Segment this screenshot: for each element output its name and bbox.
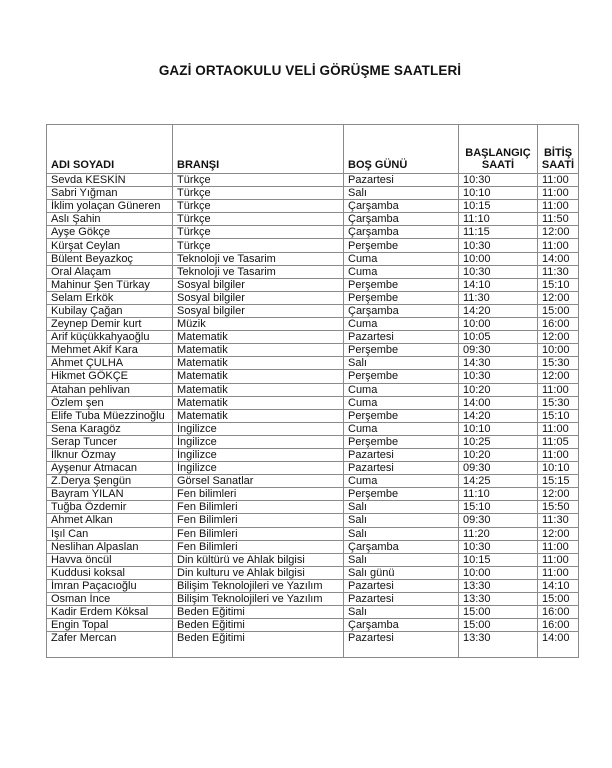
table-row <box>47 252 579 265</box>
cell-end-time: 15:10 <box>538 409 579 422</box>
cell-end-time: 11:00 <box>538 553 579 566</box>
cell-start-time: 11:15 <box>459 226 538 239</box>
table-row <box>47 448 579 461</box>
cell-start-time: 10:30 <box>459 174 538 187</box>
cell-name: Işıl Can <box>47 527 173 540</box>
cell-end-time: 15:50 <box>538 501 579 514</box>
cell-end-time: 10:00 <box>538 344 579 357</box>
cell-end-time: 15:10 <box>538 278 579 291</box>
cell-name: Sena Karagöz <box>47 422 173 435</box>
table-row <box>47 566 579 579</box>
header-branch: BRANŞI <box>173 125 344 174</box>
cell-branch: Türkçe <box>173 187 344 200</box>
cell-end-time: 14:00 <box>538 252 579 265</box>
cell-day: Perşembe <box>344 488 459 501</box>
cell-start-time: 10:30 <box>459 239 538 252</box>
cell-branch: Türkçe <box>173 226 344 239</box>
cell-start-time: 10:00 <box>459 566 538 579</box>
cell-name: Aslı Şahin <box>47 213 173 226</box>
cell-branch: Din kulturu ve Ahlak bilgisi <box>173 566 344 579</box>
cell-branch: Fen bilimleri <box>173 488 344 501</box>
cell-branch: Matematik <box>173 396 344 409</box>
cell-branch: Matematik <box>173 370 344 383</box>
cell-name: Neslihan Alpaslan <box>47 540 173 553</box>
cell-start-time: 10:05 <box>459 331 538 344</box>
cell-end-time: 11:00 <box>538 448 579 461</box>
cell-branch: Teknoloji ve Tasarim <box>173 252 344 265</box>
table-body <box>47 174 579 658</box>
cell-branch: Beden Eğitimi <box>173 619 344 632</box>
cell-branch: İngilizce <box>173 435 344 448</box>
cell-end-time: 11:00 <box>538 566 579 579</box>
cell-start-time: 14:20 <box>459 304 538 317</box>
cell-day: Çarşamba <box>344 304 459 317</box>
table-row <box>47 239 579 252</box>
cell-end-time: 11:50 <box>538 213 579 226</box>
cell-end-time: 14:00 <box>538 632 579 658</box>
cell-day: Salı <box>344 553 459 566</box>
cell-branch: Türkçe <box>173 174 344 187</box>
cell-branch: Sosyal bilgiler <box>173 304 344 317</box>
cell-day: Çarşamba <box>344 619 459 632</box>
cell-day: Salı <box>344 606 459 619</box>
table-row <box>47 357 579 370</box>
cell-branch: Fen Bilimleri <box>173 527 344 540</box>
cell-branch: Görsel Sanatlar <box>173 475 344 488</box>
table-row <box>47 383 579 396</box>
cell-day: Pazartesi <box>344 579 459 592</box>
header-end-time <box>538 125 579 174</box>
table-row <box>47 213 579 226</box>
table-row <box>47 475 579 488</box>
cell-end-time: 11:00 <box>538 200 579 213</box>
cell-start-time: 09:30 <box>459 514 538 527</box>
cell-day: Perşembe <box>344 278 459 291</box>
cell-branch: İngilizce <box>173 422 344 435</box>
cell-end-time: 11:00 <box>538 422 579 435</box>
cell-branch: İngilizce <box>173 448 344 461</box>
cell-end-time: 11:00 <box>538 239 579 252</box>
cell-start-time: 11:10 <box>459 213 538 226</box>
cell-day: Çarşamba <box>344 226 459 239</box>
cell-name: Sabri Yığman <box>47 187 173 200</box>
table-row <box>47 553 579 566</box>
cell-name: Ahmet Alkan <box>47 514 173 527</box>
cell-start-time: 11:10 <box>459 488 538 501</box>
cell-start-time: 13:30 <box>459 579 538 592</box>
cell-start-time: 10:10 <box>459 422 538 435</box>
cell-day: Pazartesi <box>344 448 459 461</box>
cell-branch: Türkçe <box>173 213 344 226</box>
cell-end-time: 11:00 <box>538 383 579 396</box>
cell-start-time: 10:00 <box>459 318 538 331</box>
cell-start-time: 14:30 <box>459 357 538 370</box>
cell-start-time: 15:00 <box>459 606 538 619</box>
cell-name: Kürşat Ceylan <box>47 239 173 252</box>
cell-name: Kuddusi koksal <box>47 566 173 579</box>
cell-name: Atahan pehlivan <box>47 383 173 396</box>
cell-name: Kubilay Çağan <box>47 304 173 317</box>
cell-day: Perşembe <box>344 370 459 383</box>
table-row <box>47 396 579 409</box>
cell-name: İmran Paçacıoğlu <box>47 579 173 592</box>
cell-start-time: 15:00 <box>459 619 538 632</box>
cell-branch: Matematik <box>173 331 344 344</box>
cell-name: Oral Alaçam <box>47 265 173 278</box>
table-row <box>47 409 579 422</box>
table-row <box>47 187 579 200</box>
cell-start-time: 09:30 <box>459 462 538 475</box>
table-row <box>47 291 579 304</box>
cell-branch: Fen Bilimleri <box>173 540 344 553</box>
header-name: ADI SOYADI <box>47 125 173 174</box>
cell-name: Serap Tuncer <box>47 435 173 448</box>
table-row <box>47 619 579 632</box>
table-row <box>47 331 579 344</box>
cell-name: Arif küçükkahyaoğlu <box>47 331 173 344</box>
cell-end-time: 11:30 <box>538 265 579 278</box>
cell-start-time: 09:30 <box>459 344 538 357</box>
cell-name: Bülent Beyazkoç <box>47 252 173 265</box>
cell-name: Mehmet Akif Kara <box>47 344 173 357</box>
table-row <box>47 527 579 540</box>
cell-day: Perşembe <box>344 239 459 252</box>
cell-day: Perşembe <box>344 291 459 304</box>
cell-name: Hikmet GÖKÇE <box>47 370 173 383</box>
table-row <box>47 370 579 383</box>
cell-day: Salı günü <box>344 566 459 579</box>
cell-name: İklim yolaçan Güneren <box>47 200 173 213</box>
table-row <box>47 344 579 357</box>
cell-branch: Beden Eğitimi <box>173 632 344 658</box>
table-row <box>47 265 579 278</box>
cell-end-time: 12:00 <box>538 226 579 239</box>
cell-start-time: 14:20 <box>459 409 538 422</box>
cell-day: Cuma <box>344 396 459 409</box>
cell-day: Çarşamba <box>344 540 459 553</box>
page-title: GAZİ ORTAOKULU VELİ GÖRÜŞME SAATLERİ <box>158 63 462 78</box>
cell-end-time: 15:15 <box>538 475 579 488</box>
cell-day: Salı <box>344 501 459 514</box>
cell-start-time: 10:15 <box>459 553 538 566</box>
table-row <box>47 422 579 435</box>
cell-day: Cuma <box>344 265 459 278</box>
header-start-time <box>459 125 538 174</box>
cell-end-time: 14:10 <box>538 579 579 592</box>
cell-name: Özlem şen <box>47 396 173 409</box>
cell-day: Perşembe <box>344 409 459 422</box>
cell-day: Çarşamba <box>344 200 459 213</box>
cell-branch: Beden Eğitimi <box>173 606 344 619</box>
cell-name: Osman İnce <box>47 593 173 606</box>
cell-end-time: 11:00 <box>538 174 579 187</box>
cell-branch: Türkçe <box>173 239 344 252</box>
table-row <box>47 200 579 213</box>
table-row <box>47 174 579 187</box>
table-row <box>47 606 579 619</box>
cell-name: Ayşenur Atmacan <box>47 462 173 475</box>
cell-start-time: 14:25 <box>459 475 538 488</box>
cell-end-time: 10:10 <box>538 462 579 475</box>
cell-day: Cuma <box>344 383 459 396</box>
cell-branch: Türkçe <box>173 200 344 213</box>
table-row <box>47 501 579 514</box>
cell-name: Selam Erkök <box>47 291 173 304</box>
cell-branch: Sosyal bilgiler <box>173 278 344 291</box>
cell-branch: Matematik <box>173 383 344 396</box>
cell-day: Salı <box>344 187 459 200</box>
cell-end-time: 12:00 <box>538 291 579 304</box>
cell-day: Salı <box>344 357 459 370</box>
cell-branch: Sosyal bilgiler <box>173 291 344 304</box>
cell-end-time: 12:00 <box>538 331 579 344</box>
cell-name: Bayram YILAN <box>47 488 173 501</box>
cell-day: Salı <box>344 514 459 527</box>
table-row <box>47 514 579 527</box>
cell-end-time: 11:00 <box>538 187 579 200</box>
cell-end-time: 15:30 <box>538 357 579 370</box>
cell-name: Z.Derya Şengün <box>47 475 173 488</box>
table-row <box>47 318 579 331</box>
cell-end-time: 15:00 <box>538 593 579 606</box>
table-row <box>47 304 579 317</box>
table-row <box>47 579 579 592</box>
cell-day: Pazartesi <box>344 632 459 658</box>
cell-branch: Matematik <box>173 357 344 370</box>
cell-branch: Müzik <box>173 318 344 331</box>
cell-name: Elife Tuba Müezzinoğlu <box>47 409 173 422</box>
cell-name: Mahinur Şen Türkay <box>47 278 173 291</box>
cell-start-time: 10:20 <box>459 448 538 461</box>
cell-name: Sevda KESKİN <box>47 174 173 187</box>
cell-start-time: 10:25 <box>459 435 538 448</box>
cell-day: Çarşamba <box>344 213 459 226</box>
table-row <box>47 462 579 475</box>
table-row <box>47 540 579 553</box>
cell-day: Pazartesi <box>344 331 459 344</box>
table-header-row <box>47 125 579 174</box>
header-end-line1: BİTİŞ <box>543 147 573 159</box>
cell-name: Kadir Erdem Köksal <box>47 606 173 619</box>
cell-start-time: 10:15 <box>459 200 538 213</box>
cell-end-time: 16:00 <box>538 619 579 632</box>
cell-branch: Matematik <box>173 344 344 357</box>
cell-name: İlknur Özmay <box>47 448 173 461</box>
header-start-line2: SAATİ <box>481 159 515 171</box>
table-row <box>47 278 579 291</box>
cell-start-time: 14:10 <box>459 278 538 291</box>
header-end-line2: SAATİ <box>541 159 575 171</box>
cell-start-time: 11:20 <box>459 527 538 540</box>
cell-name: Zafer Mercan <box>47 632 173 658</box>
cell-end-time: 16:00 <box>538 606 579 619</box>
cell-end-time: 12:00 <box>538 527 579 540</box>
cell-start-time: 10:20 <box>459 383 538 396</box>
cell-start-time: 13:30 <box>459 593 538 606</box>
cell-branch: Din kültürü ve Ahlak bilgisi <box>173 553 344 566</box>
cell-name: Zeynep Demir kurt <box>47 318 173 331</box>
cell-branch: Bilişim Teknolojileri ve Yazılım <box>173 579 344 592</box>
cell-start-time: 10:00 <box>459 252 538 265</box>
cell-branch: İngilizce <box>173 462 344 475</box>
cell-start-time: 10:30 <box>459 265 538 278</box>
cell-day: Cuma <box>344 318 459 331</box>
cell-day: Pazartesi <box>344 593 459 606</box>
cell-start-time: 13:30 <box>459 632 538 658</box>
table-row <box>47 435 579 448</box>
cell-end-time: 15:30 <box>538 396 579 409</box>
cell-day: Perşembe <box>344 344 459 357</box>
cell-start-time: 10:10 <box>459 187 538 200</box>
cell-end-time: 12:00 <box>538 370 579 383</box>
cell-day: Perşembe <box>344 435 459 448</box>
cell-end-time: 16:00 <box>538 318 579 331</box>
cell-start-time: 14:00 <box>459 396 538 409</box>
cell-branch: Matematik <box>173 409 344 422</box>
header-day: BOŞ GÜNÜ <box>344 125 459 174</box>
cell-end-time: 11:30 <box>538 514 579 527</box>
cell-end-time: 11:00 <box>538 540 579 553</box>
cell-end-time: 15:00 <box>538 304 579 317</box>
table-row <box>47 632 579 658</box>
cell-name: Ahmet ÇULHA <box>47 357 173 370</box>
cell-day: Cuma <box>344 475 459 488</box>
cell-day: Cuma <box>344 252 459 265</box>
schedule-table <box>46 124 579 658</box>
cell-day: Pazartesi <box>344 462 459 475</box>
cell-day: Salı <box>344 527 459 540</box>
cell-start-time: 11:30 <box>459 291 538 304</box>
cell-start-time: 15:10 <box>459 501 538 514</box>
cell-branch: Fen Bilimleri <box>173 514 344 527</box>
cell-name: Engin Topal <box>47 619 173 632</box>
cell-branch: Fen Bilimleri <box>173 501 344 514</box>
header-start-line1: BAŞLANGIÇ <box>465 147 531 159</box>
cell-start-time: 10:30 <box>459 540 538 553</box>
cell-name: Ayşe Gökçe <box>47 226 173 239</box>
cell-day: Cuma <box>344 422 459 435</box>
cell-end-time: 12:00 <box>538 488 579 501</box>
cell-branch: Teknoloji ve Tasarim <box>173 265 344 278</box>
table-row <box>47 488 579 501</box>
table-row <box>47 226 579 239</box>
table-row <box>47 593 579 606</box>
cell-name: Havva öncül <box>47 553 173 566</box>
cell-end-time: 11:05 <box>538 435 579 448</box>
cell-name: Tuğba Özdemir <box>47 501 173 514</box>
cell-branch: Bilişim Teknolojileri ve Yazılım <box>173 593 344 606</box>
cell-start-time: 10:30 <box>459 370 538 383</box>
cell-day: Pazartesi <box>344 174 459 187</box>
